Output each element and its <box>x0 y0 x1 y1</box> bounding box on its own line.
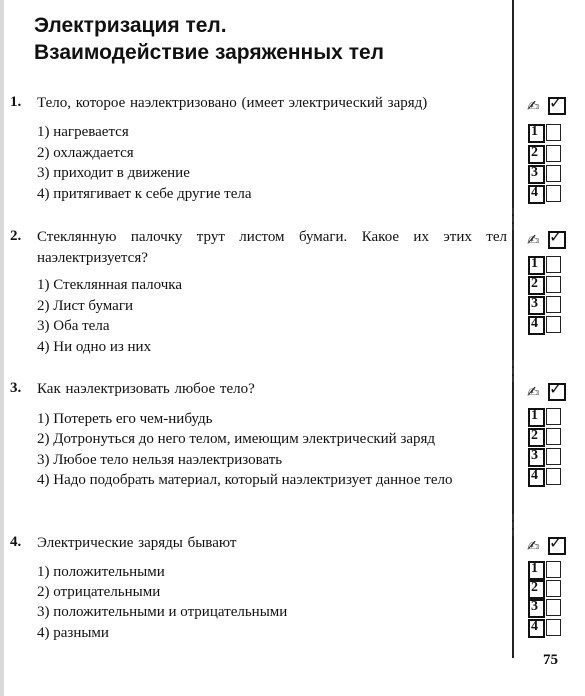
answer-checkbox[interactable] <box>546 428 561 445</box>
answer-checkbox[interactable] <box>546 619 561 636</box>
question-3-answer-1[interactable] <box>528 408 566 427</box>
question-2-marker <box>527 227 565 249</box>
answer-number: 3 <box>531 448 538 463</box>
question-3-text: Как наэлектризовать любое тело? <box>37 381 255 397</box>
question-2-answer-2[interactable] <box>528 276 566 295</box>
question-3-answer-4[interactable] <box>528 468 566 487</box>
answer-checkbox[interactable] <box>546 599 561 616</box>
answer-number: 3 <box>531 296 538 311</box>
title-line-2: Взаимодействие заряженных тел <box>34 41 384 64</box>
page-number: 75 <box>543 652 558 668</box>
question-2-number: 2. <box>10 228 22 244</box>
checked-box-icon: ✓ <box>548 537 566 555</box>
question-3-number: 3. <box>10 380 22 396</box>
dashed-divider-1 <box>512 208 514 230</box>
title-line-1: Электризация тел. <box>34 14 227 37</box>
question-3-marker <box>527 379 565 401</box>
answer-number: 1 <box>531 561 538 576</box>
question-4-number: 4. <box>10 534 22 550</box>
question-4-option-4: 4) разными <box>37 625 109 641</box>
answer-number: 1 <box>531 408 538 423</box>
question-3-option-4: 4) Надо подобрать материал, который наэлектризует данное тело <box>37 472 453 488</box>
question-4-answer-1[interactable] <box>528 561 566 580</box>
answer-number: 4 <box>531 316 538 331</box>
question-2-answer-1[interactable] <box>528 256 566 275</box>
question-1-answer-4[interactable] <box>528 185 566 204</box>
question-2-option-1: 1) Стеклянная палочка <box>37 277 182 293</box>
dashed-divider-3 <box>512 514 514 536</box>
question-3-answer-3[interactable] <box>528 448 566 467</box>
answer-checkbox[interactable] <box>546 468 561 485</box>
question-4-marker <box>527 533 565 555</box>
answer-checkbox[interactable] <box>546 561 561 578</box>
answer-checkbox[interactable] <box>546 165 561 182</box>
answer-checkbox[interactable] <box>546 408 561 425</box>
question-4-answer-4[interactable] <box>528 619 566 638</box>
question-1-answer-3[interactable] <box>528 165 566 184</box>
question-2-answer-3[interactable] <box>528 296 566 315</box>
question-4-answer-2[interactable] <box>528 580 566 599</box>
question-4-option-3: 3) положительными и отрицательными <box>37 604 288 620</box>
answer-checkbox[interactable] <box>546 296 561 313</box>
checked-box-icon: ✓ <box>548 231 566 249</box>
answer-checkbox[interactable] <box>546 276 561 293</box>
question-1-marker <box>527 93 565 115</box>
question-3-option-2: 2) Дотронуться до него телом, имеющим электрический заряд <box>37 431 436 447</box>
answer-number: 1 <box>531 124 538 139</box>
answer-checkbox[interactable] <box>546 185 561 202</box>
answer-number: 2 <box>531 276 538 291</box>
question-1-number: 1. <box>10 94 22 110</box>
question-4-option-2: 2) отрицательными <box>37 584 161 600</box>
answer-number: 4 <box>531 468 538 483</box>
question-2-text: Стеклянную палочку трут листом бумаги. Какое их этих тел наэлектризуется? <box>37 229 507 266</box>
pencil-icon: ✍ <box>527 383 540 401</box>
page-title <box>34 12 384 66</box>
question-4-text: Электрические заряды бывают <box>37 535 237 551</box>
answer-number: 4 <box>531 185 538 200</box>
question-3-option-3: 3) Любое тело нельзя наэлектризовать <box>37 452 283 468</box>
answer-number: 4 <box>531 619 538 634</box>
question-1-answer-1[interactable] <box>528 124 566 143</box>
answer-number: 3 <box>531 165 538 180</box>
checked-box-icon: ✓ <box>548 383 566 401</box>
answer-number: 2 <box>531 580 538 595</box>
question-1-option-2: 2) охлаждается <box>37 145 134 161</box>
question-1-option-3: 3) приходит в движение <box>37 165 190 181</box>
question-4-answer-3[interactable] <box>528 599 566 618</box>
question-4-option-1: 1) положительными <box>37 564 165 580</box>
answer-column-divider <box>512 0 514 658</box>
question-1-answer-2[interactable] <box>528 145 566 164</box>
question-3-answer-2[interactable] <box>528 428 566 447</box>
answer-number: 1 <box>531 256 538 271</box>
checked-box-icon: ✓ <box>548 97 566 115</box>
answer-checkbox[interactable] <box>546 145 561 162</box>
question-2-option-3: 3) Оба тела <box>37 318 110 334</box>
question-2-option-2: 2) Лист бумаги <box>37 298 133 314</box>
question-1-option-1: 1) нагревается <box>37 124 129 140</box>
answer-checkbox[interactable] <box>546 316 561 333</box>
question-2-option-4: 4) Ни одно из них <box>37 339 152 355</box>
dashed-divider-2 <box>512 360 514 382</box>
question-1-option-4: 4) притягивает к себе другие тела <box>37 186 252 202</box>
answer-number: 2 <box>531 145 538 160</box>
answer-checkbox[interactable] <box>546 256 561 273</box>
question-3-option-1: 1) Потереть его чем-нибудь <box>37 411 213 427</box>
answer-checkbox[interactable] <box>546 124 561 141</box>
pencil-icon: ✍ <box>527 537 540 555</box>
answer-checkbox[interactable] <box>546 448 561 465</box>
page-edge-shadow <box>0 0 4 696</box>
pencil-icon: ✍ <box>527 97 540 115</box>
answer-number: 3 <box>531 599 538 614</box>
question-1-text: Тело, которое наэлектризовано (имеет электрический заряд) <box>37 95 428 111</box>
answer-checkbox[interactable] <box>546 580 561 597</box>
question-2-answer-4[interactable] <box>528 316 566 335</box>
pencil-icon: ✍ <box>527 231 540 249</box>
answer-number: 2 <box>531 428 538 443</box>
